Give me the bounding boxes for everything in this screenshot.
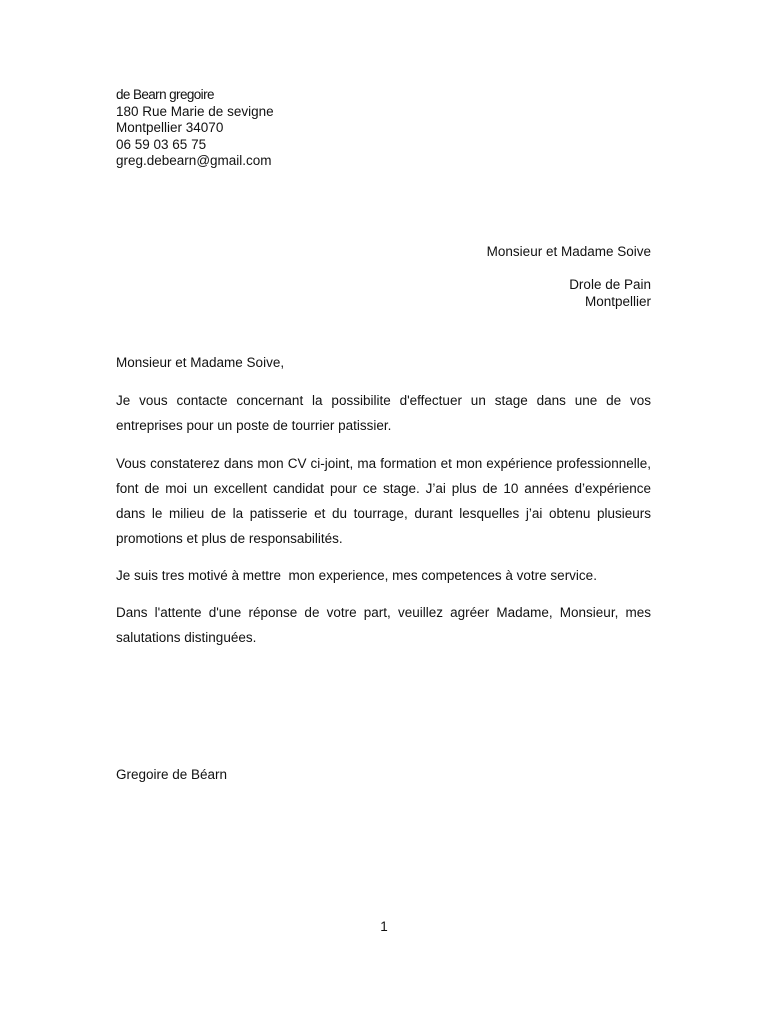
letter-signature: Gregoire de Béarn: [116, 767, 228, 782]
letter-paragraph: Je vous contacte concernant la possibilite d'effectuer un stage dans une de vos entreprises pour un poste de tourrier patissier.: [116, 393, 651, 433]
letter-paragraph: Vous constaterez dans mon CV ci-joint, ma formation et mon expérience professionnelle, font de moi un excellent candidat pour ce stage. J’ai plus de 10 années d’expérience dans le milieu de la patisserie et du tourrage, durant lesquelles j’ai obtenu plusieurs promotions et plus de responsabilités.: [116, 456, 651, 546]
recipient-address-block: [569, 277, 651, 310]
letter-salutation: Monsieur et Madame Soive,: [116, 355, 285, 370]
recipient-company: Drole de Pain: [569, 277, 651, 292]
page-number: 1: [380, 919, 388, 934]
sender-name: de Bearn gregoire: [116, 87, 214, 102]
sender-city: Montpellier 34070: [116, 120, 224, 135]
recipient-name: Monsieur et Madame Soive: [486, 244, 651, 259]
sender-email: greg.debearn@gmail.com: [116, 153, 272, 168]
letter-paragraph: Dans l'attente d'une réponse de votre part, veuillez agréer Madame, Monsieur, mes salutations distinguées.: [116, 605, 651, 645]
sender-address: 180 Rue Marie de sevigne: [116, 103, 274, 119]
letter-paragraph: Je suis tres motivé à mettre mon experience, mes competences à votre service.: [116, 568, 597, 583]
recipient-city: Montpellier: [584, 293, 651, 309]
sender-block: [116, 87, 274, 170]
sender-phone: 06 59 03 65 75: [116, 136, 207, 152]
